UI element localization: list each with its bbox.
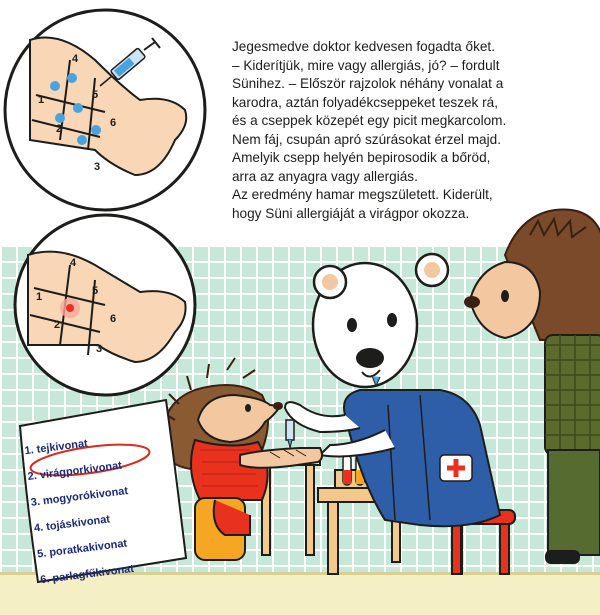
story-line: Sünihez. – Először rajzolok néhány vonalat a (232, 76, 504, 91)
list-item: 4. tojáskivonat (33, 513, 111, 535)
arm-number: 2 (56, 123, 63, 135)
arm-number: 3 (96, 343, 103, 355)
list-item: 1. tejkivonat (23, 437, 89, 458)
list-item: 2. virágporkivonat (27, 459, 123, 484)
arm-number: 4 (70, 257, 77, 269)
allergen-list-note (18, 398, 188, 587)
arm-number: 3 (94, 161, 101, 173)
story-line: karodra, aztán folyadékcseppeket teszek rá, (232, 94, 498, 110)
story-line: arra az anyagra vagy allergiás. (232, 168, 418, 184)
story-line: hogy Süni allergiáját a virágpor okozza. (232, 205, 470, 221)
arm-number: 2 (54, 319, 61, 331)
arm-number: 5 (92, 285, 99, 297)
polar-bear-doctor (285, 254, 500, 526)
arm-inset-top (5, 10, 205, 210)
story-line: Nem fáj, csupán apró szúrásokat érzel majd. (232, 131, 501, 147)
story-line: Amelyik csepp helyén bepirosodik a bőröd, (232, 150, 491, 165)
arm-inset-bottom (15, 215, 195, 395)
arm-number: 1 (38, 94, 45, 106)
arm-number: 6 (110, 313, 117, 325)
list-item: 5. poratkakivonat (36, 537, 128, 561)
story-line: Jegesmedve doktor kedvesen fogadta őket. (232, 39, 495, 54)
list-item: 3. mogyorókivonat (30, 485, 129, 509)
story-line: Az eredmény hamar megszületett. Kiderült, (232, 187, 493, 202)
list-item: 6. parlagfűkivonat (39, 562, 135, 587)
story-line: és a cseppek közepét egy picit megkarcolom. (232, 113, 507, 128)
arm-number: 6 (110, 117, 117, 129)
arm-number: 5 (92, 89, 99, 101)
arm-number: 4 (72, 53, 79, 65)
arm-number: 1 (36, 291, 43, 303)
story-line: – Kiderítjük, mire vagy allergiás, jó? – fordult (232, 57, 500, 73)
